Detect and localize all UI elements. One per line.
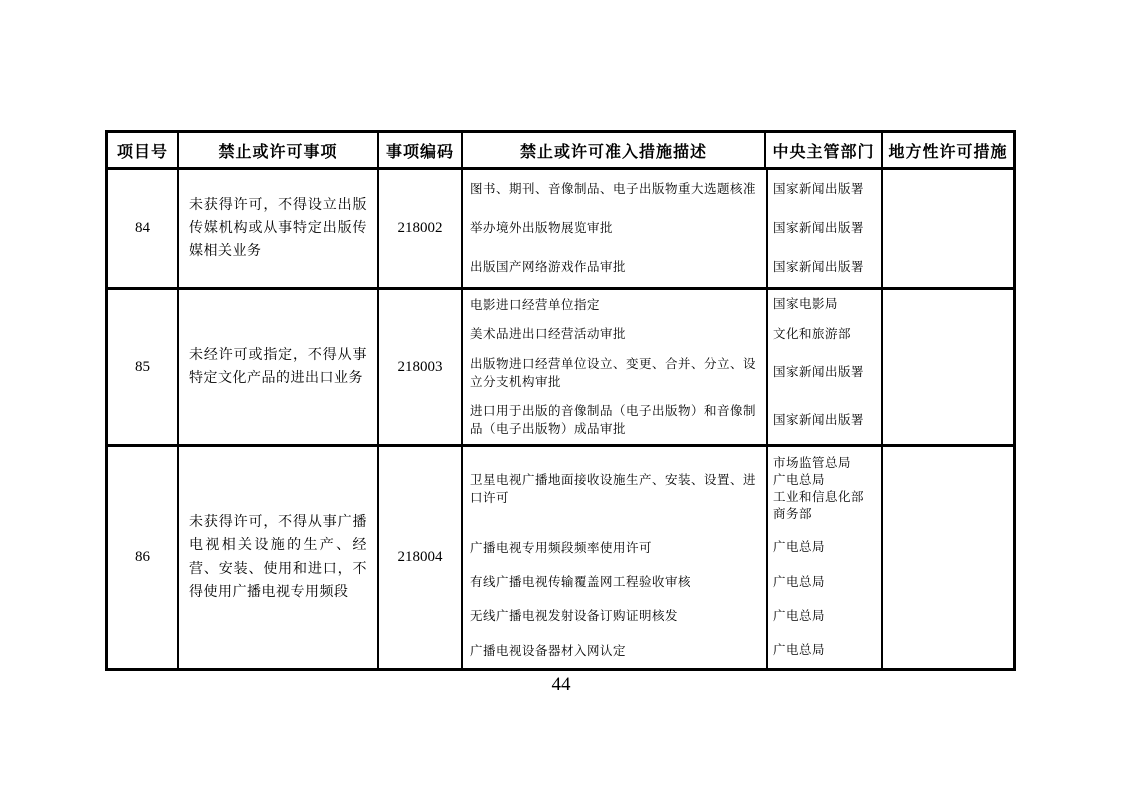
measure-item: [463, 290, 881, 319]
central-dept: [766, 319, 881, 348]
table-row: [108, 290, 1013, 447]
dept-name: 商务部: [773, 506, 813, 521]
code-cell: 218002: [379, 170, 463, 287]
code-cell: 218004: [379, 447, 463, 668]
header-item-no: 项目号: [108, 133, 179, 167]
item-no-cell: 85: [108, 290, 179, 444]
table-header-row: [108, 133, 1013, 170]
measure-desc: 进口用于出版的音像制品（电子出版物）和音像制品（电子出版物）成品审批: [470, 404, 757, 437]
item-no-cell: 84: [108, 170, 179, 287]
matter-cell: 未经许可或指定，不得从事特定文化产品的进出口业务: [179, 290, 379, 444]
matter-cell: 未获得许可，不得从事广播电视相关设施的生产、经营、安装、使用和进口，不得使用广播电视专用频段: [179, 447, 379, 668]
measure-item: [463, 248, 881, 287]
central-dept: [766, 248, 881, 287]
central-dept: [766, 634, 881, 668]
measure-desc: 广播电视专用频段频率使用许可: [470, 540, 653, 555]
measure-item: [463, 170, 881, 209]
header-measure-desc: 禁止或许可准入措施描述: [463, 133, 766, 167]
measures-cell: [463, 290, 883, 444]
access-list-table: [105, 130, 1016, 671]
measure-item: [463, 319, 881, 348]
measure-desc: 电影进口经营单位指定: [470, 297, 601, 312]
page-number: 44: [551, 674, 571, 695]
measure-desc: 出版物进口经营单位设立、变更、合并、分立、设立分支机构审批: [470, 356, 757, 389]
measure-item: [463, 565, 881, 599]
item-no-cell: 86: [108, 447, 179, 668]
dept-name: 广电总局: [773, 643, 826, 658]
central-dept: [766, 531, 881, 565]
central-dept: [766, 290, 881, 319]
dept-name: 市场监管总局: [773, 456, 852, 471]
dept-name: 工业和信息化部: [773, 489, 865, 504]
header-local-measures: 地方性许可措施: [888, 143, 1008, 161]
header-code: 事项编码: [379, 133, 463, 167]
header-matter: 禁止或许可事项: [179, 133, 379, 167]
dept-name: 广电总局: [773, 540, 826, 555]
measure-desc: 图书、期刊、音像制品、电子出版物重大选题核准: [470, 182, 757, 197]
local-measures-cell: [883, 290, 1013, 444]
dept-name: 广电总局: [773, 574, 826, 589]
central-dept: [766, 565, 881, 599]
measure-item: [463, 531, 881, 565]
measure-desc: 广播电视设备器材入网认定: [470, 643, 627, 658]
dept-name: 广电总局: [773, 472, 826, 487]
dept-name: 国家电影局: [773, 297, 839, 312]
table-row: [108, 170, 1013, 290]
dept-name: 国家新闻出版署: [773, 260, 865, 275]
measures-cell: [463, 447, 883, 668]
dept-name: 国家新闻出版署: [773, 412, 865, 427]
central-dept: [766, 349, 881, 397]
local-measures-cell: [883, 447, 1013, 668]
measure-item: [463, 349, 881, 397]
measure-item: [463, 447, 881, 531]
dept-name: 国家新闻出版署: [773, 365, 865, 380]
central-dept: [766, 209, 881, 248]
dept-name: 文化和旅游部: [773, 326, 852, 341]
measure-desc: 出版国产网络游戏作品审批: [470, 260, 627, 275]
measure-desc: 卫星电视广播地面接收设施生产、安装、设置、进口许可: [470, 472, 757, 505]
measure-desc: 举办境外出版物展览审批: [470, 221, 614, 236]
measure-item: [463, 396, 881, 444]
measure-item: [463, 209, 881, 248]
measure-item: [463, 634, 881, 668]
central-dept: [766, 599, 881, 633]
dept-name: 广电总局: [773, 609, 826, 624]
central-dept: [766, 447, 881, 531]
central-dept: [766, 170, 881, 209]
matter-cell: 未获得许可，不得设立出版传媒机构或从事特定出版传媒相关业务: [179, 170, 379, 287]
measure-item: [463, 599, 881, 633]
table-row: [108, 447, 1013, 668]
central-dept: [766, 396, 881, 444]
dept-name: 国家新闻出版署: [773, 221, 865, 236]
measure-desc: 有线广播电视传输覆盖网工程验收审核: [470, 575, 692, 590]
local-measures-cell: [883, 170, 1013, 287]
code-cell: 218003: [379, 290, 463, 444]
measures-cell: [463, 170, 883, 287]
measure-desc: 美术品进出口经营活动审批: [470, 327, 627, 342]
measure-desc: 无线广播电视发射设备订购证明核发: [470, 609, 679, 624]
dept-name: 国家新闻出版署: [773, 182, 865, 197]
header-central-dept: 中央主管部门: [766, 133, 883, 167]
